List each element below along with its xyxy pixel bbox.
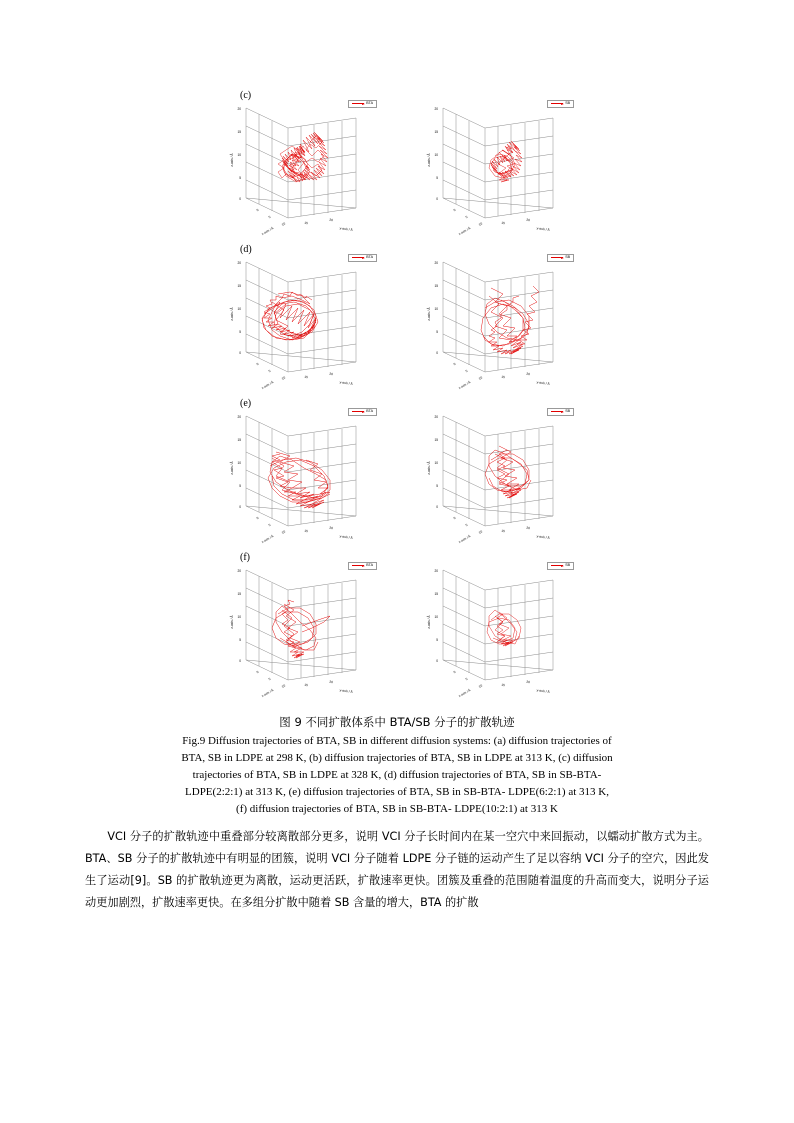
svg-text:0: 0 [436,505,438,509]
plot-f-bta [206,552,391,702]
caption-line-3: trajectories of BTA, SB in LDPE at 328 K, (d) diffusion trajectories of BTA, SB in SB-BTA- [192,769,602,782]
figure-caption-english [85,733,709,818]
svg-text:20: 20 [434,107,438,111]
plot-c-sb [403,90,588,240]
svg-text:5: 5 [267,214,272,220]
svg-text:5: 5 [464,368,469,374]
svg-text:0: 0 [255,515,260,521]
body-paragraph: VCI 分子的扩散轨迹中重叠部分较离散部分更多，说明 VCI 分子长时间内在某一空穴中来回振动，以蠕动扩散方式为主。BTA、SB 分子的扩散轨迹中有明显的团簇，说明 VCI 分子随着 LDPE 分子链的运动产生了足以容纳 VCI 分子的空穴，因此发生了运动[9]。SB 的扩散轨迹更为离散，运动更活跃，扩散速率更快。团簇及重叠的范围随着温度的升高而变大，说明分子运动更加剧烈，扩散速率更快。在多组分扩散中随着 SB 含量的增大，BTA 的扩散 [85,830,709,909]
svg-text:5: 5 [267,522,272,528]
svg-text:x-axis / Å: x-axis / Å [457,688,472,698]
legend-bta [348,100,377,108]
svg-text:y-axis / Å: y-axis / Å [339,688,353,694]
legend-sb [547,100,574,108]
plot-svg [206,552,391,702]
panel-row-f [85,552,709,702]
plot-svg [403,398,588,548]
svg-text:5: 5 [267,368,272,374]
plot-svg [403,90,588,240]
svg-text:0: 0 [255,361,260,367]
svg-text:20: 20 [526,371,531,377]
legend-arrow-icon [352,103,364,104]
svg-text:x-axis / Å: x-axis / Å [260,380,275,390]
svg-text:z-axis / Å: z-axis / Å [427,615,431,629]
svg-text:y-axis / Å: y-axis / Å [339,226,353,232]
svg-text:0: 0 [452,207,457,213]
svg-text:z-axis / Å: z-axis / Å [427,461,431,475]
plot-svg [206,90,391,240]
plot-f-sb [403,552,588,702]
svg-text:10: 10 [434,461,438,465]
caption-line-4: LDPE(2:2:1) at 313 K, (e) diffusion trajectories of BTA, SB in SB-BTA- LDPE(6:2:1) at 313 K, [185,786,609,799]
svg-text:20: 20 [329,679,334,685]
svg-text:y-axis / Å: y-axis / Å [339,380,353,386]
svg-text:20: 20 [237,569,241,573]
legend-arrow-icon [352,411,364,412]
svg-text:15: 15 [304,682,309,688]
svg-text:5: 5 [464,676,469,682]
svg-text:5: 5 [239,176,241,180]
svg-text:10: 10 [478,529,484,535]
svg-text:10: 10 [478,683,484,689]
svg-text:20: 20 [329,525,334,531]
svg-text:x-axis / Å: x-axis / Å [457,380,472,390]
legend-label: BTA [366,255,373,259]
svg-text:20: 20 [237,261,241,265]
plot-e-bta [206,398,391,548]
svg-text:5: 5 [239,330,241,334]
svg-text:15: 15 [304,220,309,226]
svg-text:15: 15 [237,130,241,134]
svg-text:0: 0 [452,361,457,367]
svg-text:20: 20 [434,415,438,419]
svg-text:0: 0 [436,351,438,355]
svg-text:z-axis / Å: z-axis / Å [230,461,234,475]
panel-label-f: (f) [240,552,250,563]
body-text [85,826,709,913]
svg-text:5: 5 [436,176,438,180]
svg-text:15: 15 [501,374,506,380]
legend-label: SB [565,409,570,413]
legend-sb [547,254,574,262]
svg-text:15: 15 [237,284,241,288]
svg-text:5: 5 [436,484,438,488]
legend-bta [348,562,377,570]
svg-text:0: 0 [452,515,457,521]
legend-sb [547,408,574,416]
svg-text:20: 20 [329,371,334,377]
svg-text:20: 20 [434,261,438,265]
svg-text:x-axis / Å: x-axis / Å [457,226,472,236]
plot-c-bta [206,90,391,240]
svg-text:10: 10 [237,461,241,465]
svg-text:20: 20 [329,217,334,223]
legend-arrow-icon [551,565,563,566]
svg-text:z-axis / Å: z-axis / Å [230,615,234,629]
svg-text:5: 5 [436,330,438,334]
svg-text:15: 15 [501,528,506,534]
svg-text:5: 5 [267,676,272,682]
legend-arrow-icon [352,565,364,566]
svg-text:15: 15 [434,438,438,442]
svg-text:z-axis / Å: z-axis / Å [427,307,431,321]
svg-text:20: 20 [237,107,241,111]
caption-line-5: (f) diffusion trajectories of BTA, SB in SB-BTA- LDPE(10:2:1) at 313 K [236,803,558,816]
figure-caption-chinese: 图 9 不同扩散体系中 BTA/SB 分子的扩散轨迹 [279,715,515,729]
svg-text:0: 0 [239,505,241,509]
plot-d-sb [403,244,588,394]
svg-text:z-axis / Å: z-axis / Å [230,153,234,167]
svg-text:15: 15 [434,592,438,596]
legend-bta [348,408,377,416]
svg-text:10: 10 [434,615,438,619]
svg-text:10: 10 [281,683,287,689]
legend-bta [348,254,377,262]
panel-row-d [85,244,709,394]
legend-label: SB [565,255,570,259]
svg-text:15: 15 [237,438,241,442]
legend-label: SB [565,563,570,567]
caption-line-1: Fig.9 Diffusion trajectories of BTA, SB in different diffusion systems: (a) diffusion trajectories of [182,735,612,747]
plot-d-bta [206,244,391,394]
svg-text:5: 5 [239,484,241,488]
plot-e-sb [403,398,588,548]
svg-text:x-axis / Å: x-axis / Å [260,688,275,698]
svg-text:10: 10 [281,529,287,535]
plot-svg [403,552,588,702]
svg-text:x-axis / Å: x-axis / Å [457,534,472,544]
plot-svg [206,244,391,394]
svg-text:y-axis / Å: y-axis / Å [536,226,550,232]
legend-arrow-icon [352,257,364,258]
svg-text:0: 0 [239,659,241,663]
svg-text:0: 0 [452,669,457,675]
svg-text:0: 0 [436,197,438,201]
svg-text:15: 15 [501,220,506,226]
svg-text:0: 0 [255,207,260,213]
legend-label: BTA [366,101,373,105]
panel-label-c: (c) [240,90,252,101]
svg-text:10: 10 [237,307,241,311]
svg-text:10: 10 [434,153,438,157]
svg-text:10: 10 [478,375,484,381]
svg-text:5: 5 [436,638,438,642]
svg-text:20: 20 [526,217,531,223]
svg-text:z-axis / Å: z-axis / Å [230,307,234,321]
svg-text:10: 10 [478,221,484,227]
svg-text:z-axis / Å: z-axis / Å [427,153,431,167]
svg-text:y-axis / Å: y-axis / Å [536,688,550,694]
svg-text:20: 20 [434,569,438,573]
svg-text:20: 20 [526,525,531,531]
svg-text:x-axis / Å: x-axis / Å [260,226,275,236]
svg-text:15: 15 [434,130,438,134]
svg-text:20: 20 [237,415,241,419]
svg-text:y-axis / Å: y-axis / Å [339,534,353,540]
svg-text:0: 0 [239,351,241,355]
panel-label-e: (e) [240,398,252,409]
svg-text:5: 5 [464,214,469,220]
svg-text:0: 0 [255,669,260,675]
svg-text:10: 10 [237,153,241,157]
legend-label: BTA [366,409,373,413]
svg-text:5: 5 [464,522,469,528]
svg-text:0: 0 [239,197,241,201]
svg-text:15: 15 [304,374,309,380]
panel-row-e [85,398,709,548]
svg-text:10: 10 [281,375,287,381]
svg-text:15: 15 [434,284,438,288]
panel-row-c [85,90,709,240]
legend-arrow-icon [551,103,563,104]
svg-text:15: 15 [237,592,241,596]
svg-text:10: 10 [434,307,438,311]
plot-svg [206,398,391,548]
plot-svg [403,244,588,394]
legend-arrow-icon [551,411,563,412]
svg-text:15: 15 [501,682,506,688]
svg-text:20: 20 [526,679,531,685]
svg-text:5: 5 [239,638,241,642]
svg-text:15: 15 [304,528,309,534]
svg-text:0: 0 [436,659,438,663]
svg-text:10: 10 [281,221,287,227]
caption-line-2: BTA, SB in LDPE at 298 K, (b) diffusion trajectories of BTA, SB in LDPE at 313 K, (c) diffusion [181,752,613,765]
figure-9 [85,90,709,818]
legend-label: BTA [366,563,373,567]
svg-text:10: 10 [237,615,241,619]
panel-label-d: (d) [240,244,252,255]
legend-arrow-icon [551,257,563,258]
legend-sb [547,562,574,570]
svg-text:y-axis / Å: y-axis / Å [536,534,550,540]
legend-label: SB [565,101,570,105]
svg-text:y-axis / Å: y-axis / Å [536,380,550,386]
svg-text:x-axis / Å: x-axis / Å [260,534,275,544]
